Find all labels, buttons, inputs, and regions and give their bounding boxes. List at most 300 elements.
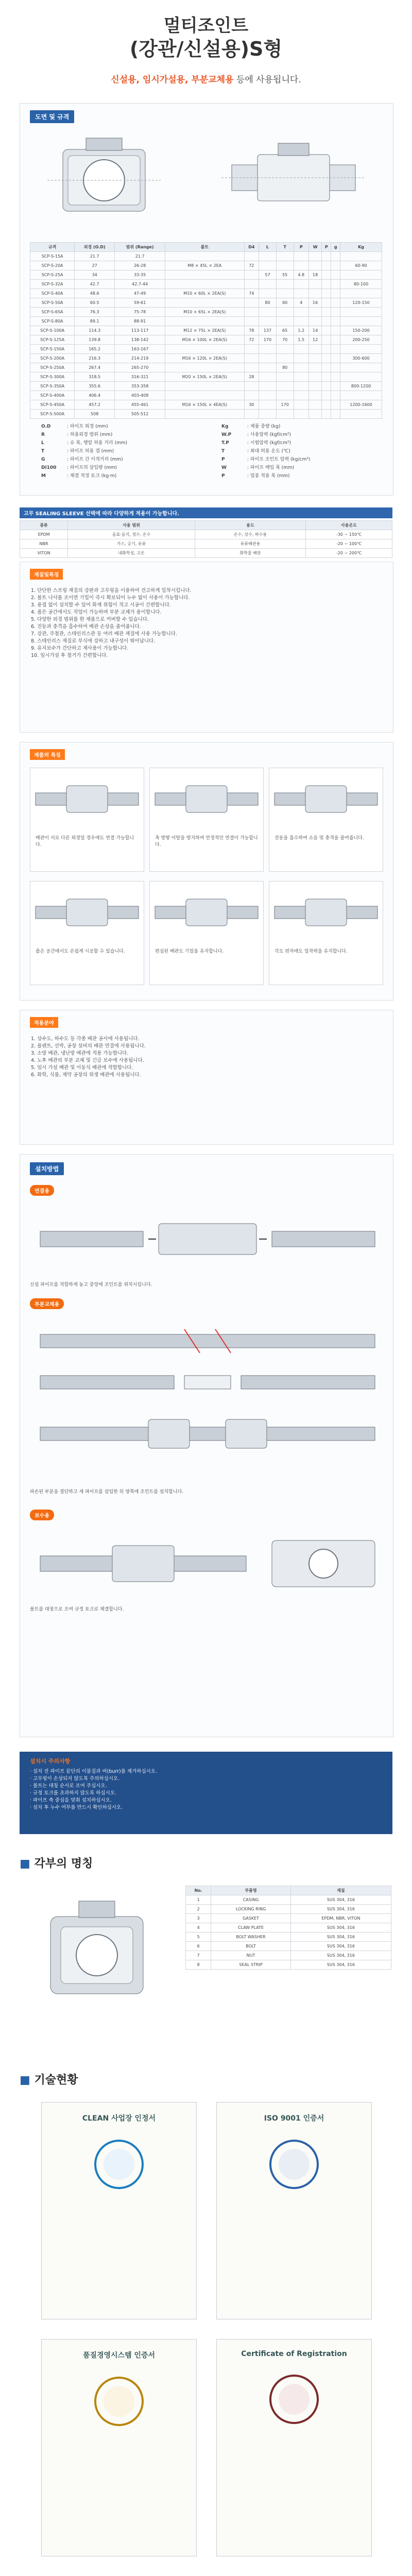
caution-line: · 볼트는 대칭 순서로 조여 주십시오. xyxy=(30,1783,107,1789)
table-cell: 65 xyxy=(276,326,294,335)
table-header-cell: P xyxy=(322,243,331,252)
table-cell: 27 xyxy=(75,261,115,270)
material-note: 10. 임시가설 후 철거가 간편합니다. xyxy=(31,653,108,658)
table-cell xyxy=(340,410,382,419)
table-cell: LOCKING RING xyxy=(211,1905,291,1914)
table-header-cell: W xyxy=(309,243,322,252)
table-cell xyxy=(294,363,308,372)
table-cell xyxy=(309,363,322,372)
legend-value: : 제품 중량 (kg) xyxy=(247,424,281,429)
table-cell: 4 xyxy=(294,298,308,308)
feature-card xyxy=(149,881,264,985)
legend-row xyxy=(41,472,196,480)
table-cell xyxy=(244,363,259,372)
feature-card xyxy=(149,768,264,872)
table-cell: 316-321 xyxy=(115,372,165,382)
table-row xyxy=(30,354,382,363)
usage-note: 2. 플랜트, 선박, 공장 설비의 배관 연결에 사용됩니다. xyxy=(31,1043,146,1049)
legend-value: : 파이프 조인트 압력 (kg/cm²) xyxy=(247,457,311,462)
table-cell xyxy=(294,252,308,261)
table-cell: 508 xyxy=(75,410,115,419)
legend-row xyxy=(41,431,196,439)
table-cell: 1 xyxy=(186,1895,211,1905)
legend-value: : 시험압력 (kgf/cm²) xyxy=(247,440,291,446)
legend-key: L xyxy=(41,440,44,446)
tech-heading xyxy=(20,2071,78,2087)
table-cell xyxy=(309,317,322,326)
legend-value: : 최대 허용 온도 (℃) xyxy=(247,449,290,454)
legend-key: T.P xyxy=(221,440,229,446)
table-cell: SCP-S-250A xyxy=(30,363,75,372)
table-cell: 1.5 xyxy=(294,335,308,345)
usage-notes xyxy=(31,1036,381,1079)
legend-row xyxy=(41,464,196,472)
table-cell: NUT xyxy=(211,1951,291,1960)
table-cell: 114.3 xyxy=(75,326,115,335)
table-cell: 5 xyxy=(186,1933,211,1942)
table-row xyxy=(20,549,392,558)
table-cell xyxy=(331,252,340,261)
features-tab: 제품의 특징 xyxy=(30,749,65,760)
table-cell: 47-49 xyxy=(115,289,165,298)
usage-tab: 적용분야 xyxy=(30,1017,58,1028)
table-cell xyxy=(309,382,322,391)
table-cell xyxy=(259,317,277,326)
table-cell xyxy=(294,354,308,363)
table-cell: 214-219 xyxy=(115,354,165,363)
table-header-cell: 부품명 xyxy=(211,1886,291,1895)
feature-caption: 각도 편차에도 밀착력을 유지합니다. xyxy=(274,949,348,954)
table-cell xyxy=(259,372,277,382)
cert-3-title: 품질경영시스템 인증서 xyxy=(82,2351,156,2360)
table-cell: -30 ~ 150℃ xyxy=(306,530,392,539)
table-cell xyxy=(331,410,340,419)
table-cell xyxy=(244,298,259,308)
table-cell: 1.2 xyxy=(294,326,308,335)
table-row xyxy=(186,1895,391,1905)
table-cell: 8 xyxy=(186,1960,211,1970)
caution-line: · 규정 토크를 초과하지 않도록 하십시오. xyxy=(30,1790,116,1796)
legend-row xyxy=(221,422,376,431)
table-row xyxy=(186,1960,391,1970)
table-cell xyxy=(322,391,331,400)
table-cell: 88-91 xyxy=(115,317,165,326)
table-cell: 353-358 xyxy=(115,382,165,391)
table-cell xyxy=(309,252,322,261)
table-header-cell: g xyxy=(331,243,340,252)
feature-card xyxy=(30,881,144,985)
table-cell: 76.3 xyxy=(75,308,115,317)
table-cell: 170 xyxy=(259,335,277,345)
legend-row xyxy=(221,431,376,439)
table-cell: GASKET xyxy=(211,1914,291,1923)
table-cell xyxy=(331,280,340,289)
table-cell: 200-250 xyxy=(340,335,382,345)
table-cell xyxy=(322,326,331,335)
table-cell: 139.8 xyxy=(75,335,115,345)
table-cell: 72 xyxy=(244,261,259,270)
table-cell: 16 xyxy=(309,298,322,308)
table-cell: 60 xyxy=(276,298,294,308)
table-cell: SCP-S-125A xyxy=(30,335,75,345)
table-row xyxy=(186,1933,391,1942)
table-cell: M10 × 60L × 2EA(S) xyxy=(165,289,244,298)
table-cell xyxy=(244,270,259,280)
table-cell: 78 xyxy=(244,326,259,335)
table-cell: SUS 304, 316 xyxy=(290,1933,391,1942)
table-cell: SCP-S-200A xyxy=(30,354,75,363)
title-line-2: (강관/신설용)S형 xyxy=(129,38,283,60)
legend-key: W xyxy=(221,465,227,470)
legend-value: : 파이프 매입 폭 (mm) xyxy=(247,465,295,470)
table-cell xyxy=(259,391,277,400)
table-cell: SUS 304, 316 xyxy=(290,1905,391,1914)
table-cell xyxy=(294,289,308,298)
cert-1-seal xyxy=(42,2133,196,2195)
legend-value: : 파이프 허용 갭 (mm) xyxy=(67,449,114,454)
table-cell: 21.7 xyxy=(115,252,165,261)
material-note: 4. 좁은 공간에서도 작업이 가능하며 부분 교체가 용이합니다. xyxy=(31,609,162,615)
table-cell: 26-28 xyxy=(115,261,165,270)
table-row xyxy=(30,410,382,419)
feature-illustration xyxy=(269,768,383,830)
table-row xyxy=(30,326,382,335)
table-cell xyxy=(309,345,322,354)
table-cell xyxy=(294,372,308,382)
table-cell xyxy=(322,308,331,317)
table-row xyxy=(186,1905,391,1914)
feature-illustration xyxy=(30,882,144,943)
cert-4 xyxy=(216,2339,372,2556)
table-cell xyxy=(322,363,331,372)
legend-key: O.D xyxy=(41,424,51,429)
table-cell: 75-78 xyxy=(115,308,165,317)
table-cell xyxy=(331,326,340,335)
table-cell xyxy=(165,345,244,354)
caution-title: 설치시 주의사항 xyxy=(30,1758,71,1765)
table-cell xyxy=(331,335,340,345)
feature-caption: 좁은 공간에서도 손쉽게 시공할 수 있습니다. xyxy=(36,949,125,954)
table-cell: 55 xyxy=(276,270,294,280)
table-cell: 455-461 xyxy=(115,400,165,410)
table-header-cell: Kg xyxy=(340,243,382,252)
install-step1-pill: 연결용 xyxy=(30,1185,54,1196)
table-cell: 137 xyxy=(259,326,277,335)
usage-note: 4. 노후 배관의 부분 교체 및 긴급 보수에 사용됩니다. xyxy=(31,1058,144,1063)
table-cell xyxy=(165,410,244,419)
table-row xyxy=(186,1914,391,1923)
legend-key: T xyxy=(41,449,45,454)
table-cell: SEAL STRIP xyxy=(211,1960,291,1970)
table-cell xyxy=(244,308,259,317)
table-cell xyxy=(309,391,322,400)
table-cell xyxy=(340,372,382,382)
table-cell xyxy=(331,289,340,298)
table-row xyxy=(186,1951,391,1960)
table-cell xyxy=(244,345,259,354)
hero-subtitle xyxy=(0,72,412,85)
table-cell xyxy=(331,391,340,400)
feature-card xyxy=(269,768,383,872)
legend-value: : 허용외경 범위 (mm) xyxy=(67,432,113,437)
table-cell: 33-35 xyxy=(115,270,165,280)
table-cell: 80 xyxy=(276,363,294,372)
table-header-cell: 종류 xyxy=(20,521,68,530)
table-cell xyxy=(322,400,331,410)
table-cell xyxy=(294,280,308,289)
table-cell: M20 × 150L × 2EA(S) xyxy=(165,372,244,382)
table-cell xyxy=(322,317,331,326)
table-header-cell: 볼트 xyxy=(165,243,244,252)
parts-table-body xyxy=(186,1895,391,1970)
caution-line: · 파이프 축 중심을 맞춰 설치하십시오. xyxy=(30,1798,112,1803)
material-note: 2. 볼트 나사를 조이면 기밀이 즉시 확보되어 누수 없이 사용이 가능합니다. xyxy=(31,595,190,601)
install-step3-pill: 보수용 xyxy=(30,1510,54,1520)
material-note: 7. 강관, 주철관, 스테인리스관 등 여러 배관 재질에 사용 가능합니다. xyxy=(31,631,177,637)
table-row xyxy=(30,261,382,270)
caution-lines xyxy=(30,1768,380,1811)
table-cell: SCP-S-450A xyxy=(30,400,75,410)
table-row xyxy=(30,363,382,372)
table-cell xyxy=(340,363,382,372)
table-cell xyxy=(276,261,294,270)
spec-table-header xyxy=(30,243,382,252)
table-cell xyxy=(259,252,277,261)
usage-note: 5. 임시 가설 배관 및 이동식 배관에 적합합니다. xyxy=(31,1065,133,1071)
table-row xyxy=(30,400,382,410)
table-cell: 음료·음식, 정수, 온수 xyxy=(68,530,195,539)
table-cell xyxy=(322,280,331,289)
table-cell xyxy=(340,345,382,354)
legend-value: : 파이프 외경 (mm) xyxy=(67,424,108,429)
material-note: 6. 진동과 충격을 흡수하여 배관 손상을 줄여줍니다. xyxy=(31,624,141,630)
title-line-1: 멀티조인트 xyxy=(163,15,249,36)
legend-left xyxy=(41,422,196,480)
material-notes xyxy=(31,587,381,659)
parts-heading xyxy=(20,1855,93,1871)
legend-key: P xyxy=(221,473,225,479)
table-row xyxy=(30,345,382,354)
table-cell xyxy=(165,298,244,308)
table-cell: SCP-S-80A xyxy=(30,317,75,326)
table-cell: 170 xyxy=(276,400,294,410)
material-note: 8. 스테인리스 재질로 부식에 강하고 내구성이 뛰어납니다. xyxy=(31,638,156,644)
table-cell: SUS 304, 316 xyxy=(290,1895,391,1905)
legend-value: : 파이프 간 이격거리 (mm) xyxy=(67,457,123,462)
legend-key: M xyxy=(41,473,46,479)
table-cell: 유류배관용 xyxy=(195,539,306,549)
table-cell: 265-270 xyxy=(115,363,165,372)
table-cell: SCP-S-50A xyxy=(30,298,75,308)
table-cell xyxy=(294,345,308,354)
cert-3 xyxy=(41,2339,197,2556)
table-cell xyxy=(322,252,331,261)
legend-value: : 사용압력 (kgf/cm²) xyxy=(247,432,291,437)
legend-value: : 밀봉 적용 폭 (mm) xyxy=(247,473,290,479)
legend-right xyxy=(221,422,376,480)
table-cell xyxy=(276,372,294,382)
table-cell xyxy=(331,372,340,382)
table-cell: M12 × 75L × 2EA(S) xyxy=(165,326,244,335)
table-cell: SCP-S-25A xyxy=(30,270,75,280)
table-cell: 60.5 xyxy=(75,298,115,308)
table-cell xyxy=(294,308,308,317)
table-cell: SUS 304, 316 xyxy=(290,1960,391,1970)
usage-note: 3. 소방 배관, 냉난방 배관에 적용 가능합니다. xyxy=(31,1050,129,1056)
table-cell xyxy=(276,345,294,354)
table-cell: -20 ~ 100℃ xyxy=(306,539,392,549)
feature-card xyxy=(269,881,383,985)
sleeve-table xyxy=(20,520,392,558)
product-side-drawing xyxy=(216,129,371,227)
table-cell: M16 × 150L × 4EA(S) xyxy=(165,400,244,410)
table-cell xyxy=(259,400,277,410)
table-cell: 72 xyxy=(244,335,259,345)
tech-heading-text: 기술현황 xyxy=(34,2074,78,2087)
table-cell xyxy=(340,391,382,400)
table-cell xyxy=(331,345,340,354)
table-cell: 800-1200 xyxy=(340,382,382,391)
feature-illustration xyxy=(150,768,263,830)
table-header-cell: 사용 범위 xyxy=(68,521,195,530)
caution-line: · 설치 후 누수 여부를 반드시 확인하십시오. xyxy=(30,1805,123,1810)
table-cell: VITON xyxy=(20,549,68,558)
table-header-cell: L xyxy=(259,243,277,252)
table-header-cell: 사용온도 xyxy=(306,521,392,530)
table-cell xyxy=(322,335,331,345)
table-cell xyxy=(322,372,331,382)
table-cell: 457.2 xyxy=(75,400,115,410)
legend-row xyxy=(41,422,196,431)
table-cell xyxy=(331,270,340,280)
feature-illustration xyxy=(269,882,383,943)
table-cell: 355.6 xyxy=(75,382,115,391)
table-cell xyxy=(309,280,322,289)
table-cell xyxy=(340,252,382,261)
table-cell: EPDM xyxy=(20,530,68,539)
parts-table xyxy=(185,1886,391,1970)
table-row xyxy=(20,530,392,539)
table-row xyxy=(30,372,382,382)
table-cell: 138-142 xyxy=(115,335,165,345)
table-cell: 406.4 xyxy=(75,391,115,400)
table-cell xyxy=(331,317,340,326)
table-row xyxy=(30,298,382,308)
subtitle-rest: 등에 사용됩니다. xyxy=(233,75,301,85)
cert-4-seal xyxy=(217,2368,371,2430)
cert-2-title: ISO 9001 인증서 xyxy=(264,2114,324,2123)
table-cell xyxy=(244,382,259,391)
table-cell: 300-600 xyxy=(340,354,382,363)
table-cell: 18 xyxy=(309,270,322,280)
parts-heading-text: 각부의 명칭 xyxy=(34,1857,93,1870)
legend-key: T xyxy=(221,449,225,454)
table-cell xyxy=(331,298,340,308)
table-cell: SCP-S-20A xyxy=(30,261,75,270)
table-cell xyxy=(276,308,294,317)
table-cell: SUS 304, 316 xyxy=(290,1923,391,1933)
table-cell xyxy=(340,308,382,317)
table-cell: 3 xyxy=(186,1914,211,1923)
table-cell xyxy=(322,270,331,280)
table-cell: M16 × 120L × 2EA(S) xyxy=(165,354,244,363)
table-cell: SCP-S-150A xyxy=(30,345,75,354)
spec-table-body xyxy=(30,252,382,419)
dimension-tab: 도면 및 규격 xyxy=(30,110,74,123)
table-cell xyxy=(244,317,259,326)
table-cell xyxy=(294,410,308,419)
table-cell: SCP-S-350A xyxy=(30,382,75,391)
table-header-cell: 용도 xyxy=(195,521,306,530)
table-cell xyxy=(276,410,294,419)
table-cell: EPDM, NBR, VITON xyxy=(290,1914,391,1923)
legend-value: : 체결 적정 토크 (kg·m) xyxy=(67,473,117,479)
table-cell xyxy=(331,354,340,363)
table-cell xyxy=(165,252,244,261)
table-cell xyxy=(331,308,340,317)
sleeve-table-body xyxy=(20,530,392,558)
table-header-cell: D4 xyxy=(244,243,259,252)
table-cell xyxy=(165,391,244,400)
table-cell xyxy=(309,354,322,363)
table-cell xyxy=(322,261,331,270)
table-header-cell: 범위 (Range) xyxy=(115,243,165,252)
table-cell: NBR xyxy=(20,539,68,549)
table-cell xyxy=(331,363,340,372)
install-step3-drawing xyxy=(30,1525,385,1602)
sleeve-bar: 고무 SEALING SLEEVE 선택에 따라 다양하게 적용이 가능합니다. xyxy=(20,507,392,518)
parts-table-header xyxy=(186,1886,391,1895)
table-cell: -20 ~ 200℃ xyxy=(306,549,392,558)
table-cell xyxy=(309,261,322,270)
table-cell xyxy=(276,382,294,391)
table-cell xyxy=(244,280,259,289)
legend-key: G xyxy=(41,457,45,462)
table-cell: 화학물 배관 xyxy=(195,549,306,558)
table-cell xyxy=(309,308,322,317)
feature-caption: 배관이 서로 다른 외경일 경우에도 연결 가능합니다. xyxy=(36,836,134,848)
table-cell: SUS 304, 316 xyxy=(290,1951,391,1960)
table-header-cell: P xyxy=(294,243,308,252)
cert-3-seal xyxy=(42,2370,196,2432)
table-cell xyxy=(294,400,308,410)
cert-4-title: Certificate of Registration xyxy=(241,2350,347,2358)
table-cell xyxy=(244,252,259,261)
table-cell: 70 xyxy=(276,335,294,345)
table-cell: 120-150 xyxy=(340,298,382,308)
table-row xyxy=(30,252,382,261)
cert-1 xyxy=(41,2102,197,2319)
table-cell: M16 × 100L × 2EA(S) xyxy=(165,335,244,345)
table-cell: 60-90 xyxy=(340,261,382,270)
legend-key: R xyxy=(41,432,45,437)
table-cell: SCP-S-300A xyxy=(30,372,75,382)
table-cell: CLAW PLATE xyxy=(211,1923,291,1933)
table-cell xyxy=(322,298,331,308)
table-cell: 89.1 xyxy=(75,317,115,326)
table-cell xyxy=(322,354,331,363)
table-cell xyxy=(259,382,277,391)
table-cell xyxy=(340,289,382,298)
cert-2-seal xyxy=(217,2133,371,2195)
feature-caption: 진동을 흡수하여 소음 및 충격을 줄여줍니다. xyxy=(274,836,364,841)
table-cell: 6 xyxy=(186,1942,211,1951)
install-step2-pill: 부분교체용 xyxy=(30,1298,64,1309)
legend-row xyxy=(41,447,196,455)
table-cell: SCP-S-32A xyxy=(30,280,75,289)
table-cell: 59-61 xyxy=(115,298,165,308)
legend-row xyxy=(41,439,196,447)
